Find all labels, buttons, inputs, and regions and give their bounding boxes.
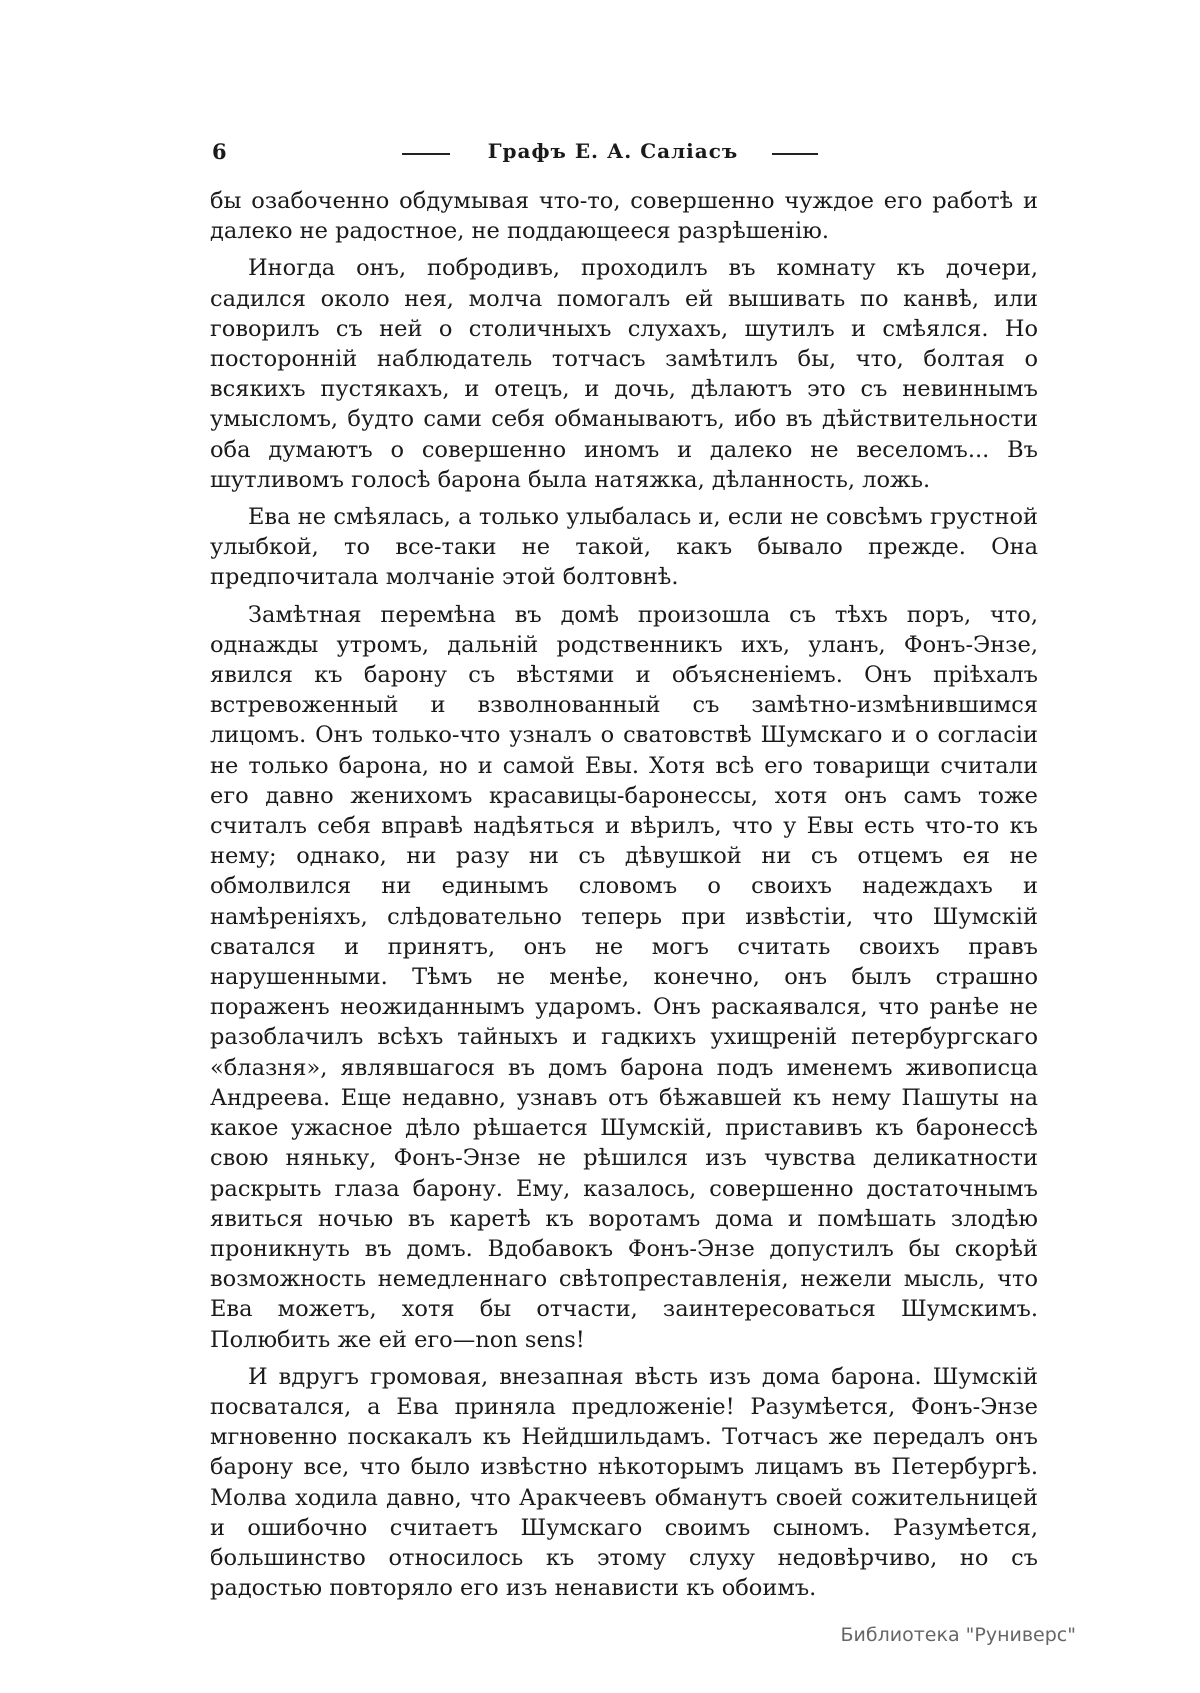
page-header [212, 139, 1035, 173]
library-watermark: Библиотека "Руниверс" [840, 1624, 1076, 1646]
paragraph: Ева не смѣялась, а только улыбалась и, если не совсѣмъ грустной улыбкой, то все-таки не такой, какъ бывало прежде. Она предпочитала молчаніе этой болтовнѣ. [210, 504, 1038, 591]
body-text [210, 186, 1038, 1610]
paragraph: Замѣтная перемѣна въ домѣ произошла съ тѣхъ поръ, что, однажды утромъ, дальній родственникъ ихъ, уланъ, Фонъ-Энзе, явился къ барону съ вѣстями и объясненіемъ. Онъ пріѣхалъ встревоженный и взволнованный съ замѣтно-измѣнившимся лицомъ. Онъ только-что узналъ о сватовствѣ Шумскаго и о согласіи не только барона, но и самой Евы. Хотя всѣ его товарищи считали его давно женихомъ красавицы-баронессы, хотя онъ самъ тоже считалъ себя вправѣ надѣяться и вѣрилъ, что у Евы есть что-то къ нему; однако, ни разу ни съ дѣвушкой ни съ отцемъ ея не обмолвился ни единымъ словомъ о своихъ надеждахъ и намѣреніяхъ, слѣдовательно теперь при извѣстіи, что Шумскій сватался и принятъ, онъ не могъ считать своихъ правъ нарушенными. Тѣмъ не менѣе, конечно, онъ былъ страшно пораженъ неожиданнымъ ударомъ. Онъ раскаявался, что ранѣе не разоблачилъ всѣхъ тайныхъ и гадкихъ ухищреній петербургскаго «блазня», являвшагося въ домъ барона подъ именемъ живописца Андреева. Еще недавно, узнавъ отъ бѣжавшей къ нему Пашуты на какое ужасное дѣло рѣшается Шумскій, приставивъ къ баронессѣ свою няньку, Фонъ-Энзе не рѣшился изъ чувства деликатности раскрыть глаза барону. Ему, казалось, совершенно достаточнымъ явиться ночью въ каретѣ къ воротамъ дома и помѣшать злодѣю проникнуть въ домъ. Вдобавокъ Фонъ-Энзе допустилъ бы скорѣй возможность немедленнаго свѣтопреставленія, нежели мысль, что Ева можетъ, хотя бы отчасти, заинтересоваться Шумскимъ. Полюбить же ей его—non sens! [210, 601, 1038, 1353]
paragraph: И вдругъ громовая, внезапная вѣсть изъ дома барона. Шумскій посватался, а Ева приняла предложеніе! Разумѣется, Фонъ-Энзе мгновенно поскакалъ къ Нейдшильдамъ. Тотчасъ же передалъ онъ барону все, что было извѣстно нѣкоторымъ лицамъ въ Петербургѣ. Молва ходила давно, что Аракчеевъ обманутъ своей сожительницей и ошибочно считаетъ Шумскаго своимъ сыномъ. Разумѣется, большинство относилось къ этому слуху недовѣрчиво, но съ радостью повторяло его изъ ненависти къ обоимъ. [210, 1363, 1038, 1602]
page-number: 6 [212, 139, 227, 164]
header-dash-right [772, 153, 818, 155]
paragraph: Иногда онъ, побродивъ, проходилъ въ комнату къ дочери, садился около нея, молча помогалъ ей вышивать по канвѣ, или говорилъ съ ней о столичныхъ слухахъ, шутилъ и смѣялся. Но посторонній наблюдатель тотчасъ замѣтилъ бы, что, болтая о всякихъ пустякахъ, и отецъ, и дочь, дѣлаютъ это съ невиннымъ умысломъ, будто сами себя обманываютъ, ибо въ дѣйствительности оба думаютъ о совершенно иномъ и далеко не веселомъ... Въ шутливомъ голосѣ барона была натяжка, дѣланность, ложь. [210, 255, 1038, 493]
paragraph: бы озабоченно обдумывая что-то, совершенно чуждое его работѣ и далеко не радостное, не поддающееся разрѣшенію. [210, 188, 1038, 245]
running-title: Графъ Е. А. Саліасъ [487, 139, 739, 163]
